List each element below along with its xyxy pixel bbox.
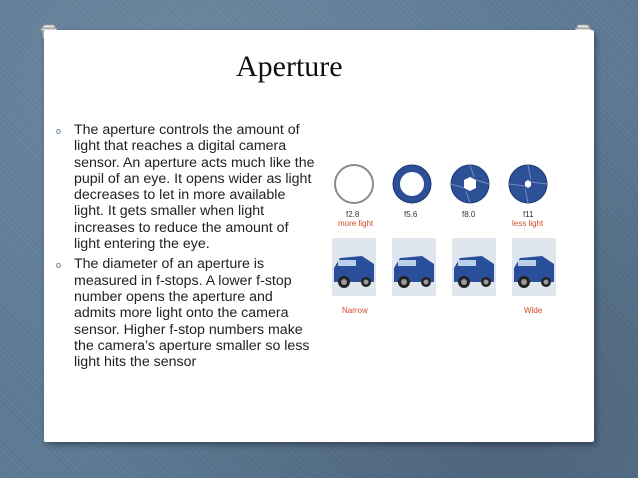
aperture-wide-icon xyxy=(335,165,373,203)
wide-label: Wide xyxy=(524,306,543,315)
fstop-label: f11 xyxy=(523,210,534,219)
fstop-label: f8.0 xyxy=(462,210,476,219)
bullet-text: The diameter of an aperture is measured in f-stops. A lower f-stop number opens the aperture and admits more light onto the camera sensor. Higher f-stop numbers make the camera’s aperture smaller so less light hits the sensor xyxy=(74,256,310,371)
aperture-smallest-icon xyxy=(509,165,547,203)
bullet-marker: o xyxy=(56,260,62,271)
bullet-marker: o xyxy=(56,126,62,136)
bullet-item xyxy=(56,122,318,252)
bullet-text: The aperture controls the amount of light that reaches a digital camera sensor. An aperture acts much like the pupil of an eye. It opens wider as light decreases to let in more available light. It gets smaller when light increases to reduce the amount of light entering the eye. xyxy=(74,122,315,253)
car-photo-3 xyxy=(452,238,496,296)
fstop-label: f5.6 xyxy=(404,210,418,219)
car-photo-2 xyxy=(392,238,436,296)
fstop-label: f2.8 xyxy=(346,210,360,219)
aperture-medium-icon xyxy=(393,165,431,203)
aperture-small-icon xyxy=(451,165,489,203)
less-light-label: less light xyxy=(512,219,544,228)
car-photo-4 xyxy=(512,238,556,296)
aperture-figure xyxy=(332,162,554,322)
slide-title: Aperture xyxy=(236,50,343,83)
aperture-diagrams xyxy=(332,162,554,208)
more-light-label: more light xyxy=(338,219,374,228)
bullet-list xyxy=(56,122,318,374)
bullet-item xyxy=(56,256,318,370)
narrow-label: Narrow xyxy=(342,306,368,315)
car-photo-1 xyxy=(332,238,376,296)
